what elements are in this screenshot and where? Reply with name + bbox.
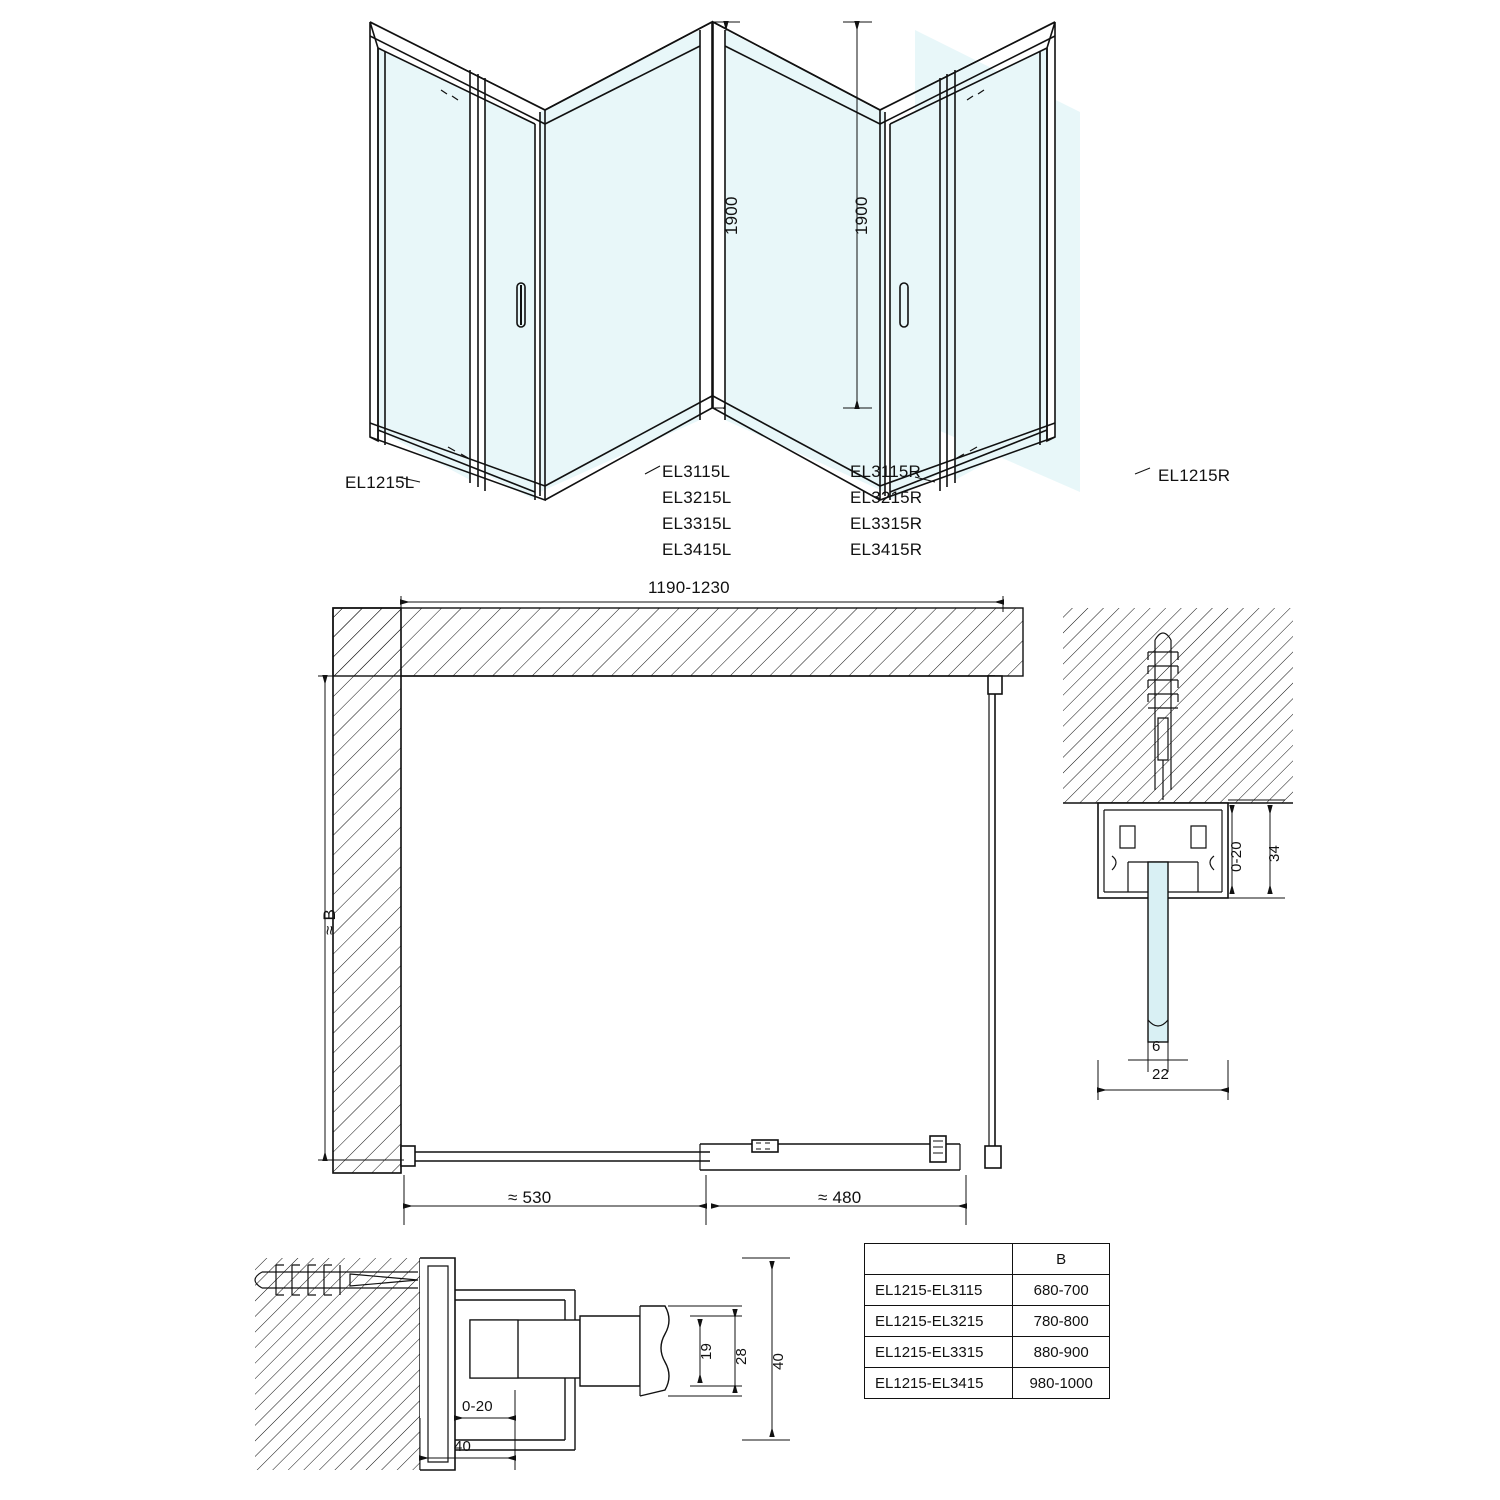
dimension-plan-width: 1190-1230 [648,578,730,597]
dimension-wall-depth-19: 19 [698,1342,715,1360]
table-header-model [865,1244,1013,1275]
dimension-profile-width: 22 [1152,1066,1170,1083]
table-row [865,1275,1110,1306]
dimension-wall-depth-28: 28 [733,1347,750,1365]
table-cell-b: 780-800 [1013,1306,1110,1337]
table-row [865,1306,1110,1337]
label-el3315l: EL3315L [662,514,732,533]
table-cell-b: 880-900 [1013,1337,1110,1368]
label-el3415l: EL3415L [662,540,732,559]
table-row [865,1368,1110,1399]
dimension-table [864,1243,1110,1399]
dimension-glass-thickness: 6 [1152,1038,1161,1055]
label-el1215l: EL1215L [345,473,415,492]
dimension-profile-height: 34 [1266,844,1283,862]
dimension-plan-right-panel: ≈ 480 [818,1188,862,1207]
dimension-plan-depth: ≈ B [320,909,339,935]
table-cell-model: EL1215-EL3415 [865,1368,1013,1399]
table-cell-model: EL1215-EL3315 [865,1337,1013,1368]
dimension-wall-width: 40 [454,1438,472,1455]
dimension-wall-adjust: 0-20 [462,1398,493,1415]
dimension-profile-adjust: 0-20 [1228,841,1245,872]
dimension-plan-left-panel: ≈ 530 [508,1188,552,1207]
label-el1215r: EL1215R [1158,466,1231,485]
table-cell-model: EL1215-EL3215 [865,1306,1013,1337]
table-cell-b: 980-1000 [1013,1368,1110,1399]
table-cell-b: 680-700 [1013,1275,1110,1306]
table-header-row [865,1244,1110,1275]
label-el3215l: EL3215L [662,488,732,507]
table-header-b: B [1013,1244,1110,1275]
dimension-left-height: 1900 [722,196,741,235]
label-el3315r: EL3315R [850,514,923,533]
label-el3115r: EL3115R [850,462,922,481]
dimension-wall-depth-40: 40 [770,1352,787,1370]
label-el3215r: EL3215R [850,488,923,507]
label-el3115l: EL3115L [662,462,731,481]
label-el3415r: EL3415R [850,540,923,559]
table-cell-model: EL1215-EL3115 [865,1275,1013,1306]
dimension-right-height: 1900 [852,196,871,235]
table-row [865,1337,1110,1368]
